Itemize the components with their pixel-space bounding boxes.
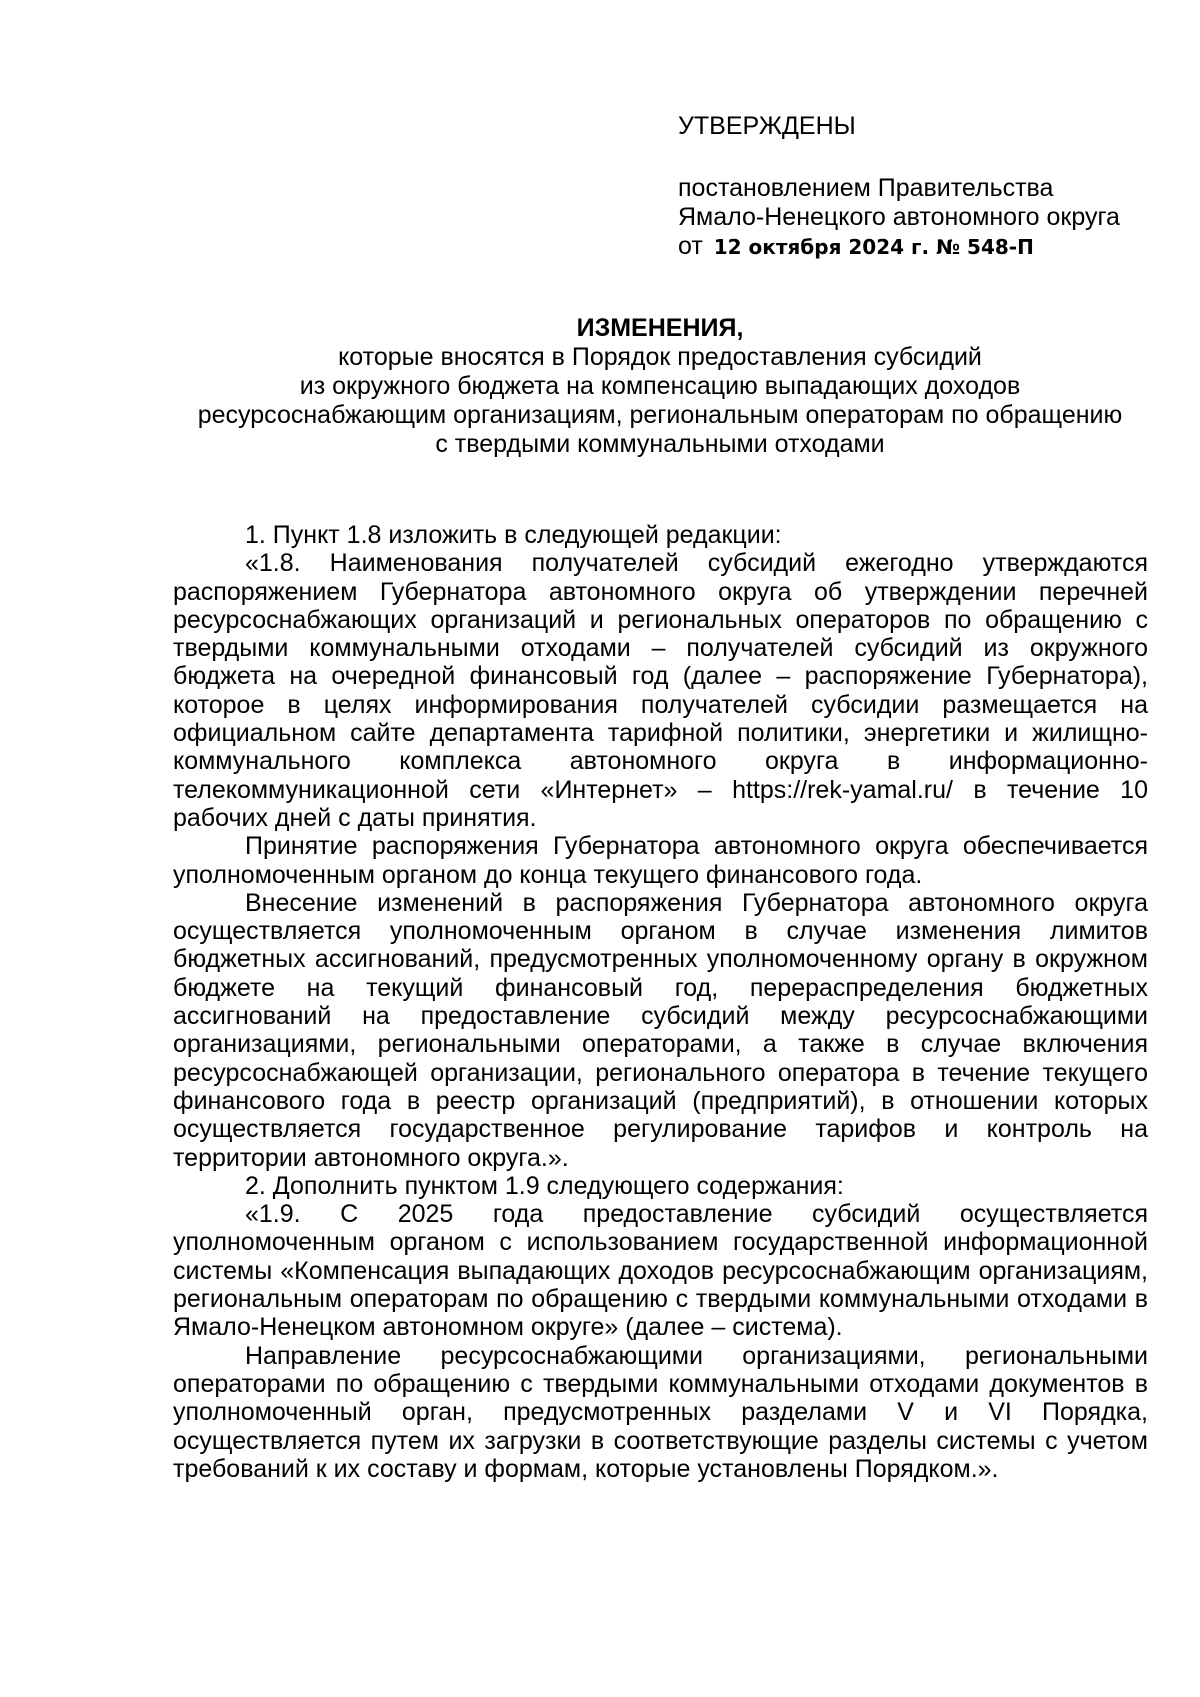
paragraph: Принятие распоряжения Губернатора автономного округа обеспечивается уполномоченным органом до конца текущего финансового года. (173, 832, 1148, 889)
approval-block (678, 112, 1178, 262)
paragraph: Внесение изменений в распоряжения Губернатора автономного округа осуществляется уполномоченным органом в случае изменения лимитов бюджетных ассигнований, предусмотренных уполномоченному органу в окружном бюджете на текущий финансовый год, перераспределения бюджетных ассигнований на предоставление субсидий между ресурсоснабжающими организациями, региональными операторами, а также в случае включения ресурсоснабжающей организации, регионального оператора в течение текущего финансового года в реестр организаций (предприятий), в отношении которых осуществляется государственное регулирование тарифов и контроль на территории автономного округа.». (173, 888, 1148, 1172)
document-heading (160, 314, 1160, 459)
approval-line-resolution: постановлением Правительства (678, 174, 1054, 202)
document-body (173, 521, 1148, 1483)
paragraph-quote-1-8: «1.8. Наименования получателей субсидий ежегодно утверждаются распоряжением Губернатора автономного округа об утверждении перечней ресурсоснабжающих организаций и региональных операторов по обращению с твердыми коммунальными отходами – получателей субсидий из окружного бюджета на очередной финансовый год (далее – распоряжение Губернатора), которое в целях информирования получателей субсидии размещается на официальном сайте департамента тарифной политики, энергетики и жилищно-коммунального комплекса автономного округа в информационно-телекоммуникационной сети «Интернет» – https://rek-yamal.ru/ в течение 10 рабочих дней с даты принятия. (173, 549, 1148, 832)
approval-date-value: 12 октября 2024 г. № 548-П (713, 235, 1034, 259)
paragraph-item-1: 1. Пункт 1.8 изложить в следующей редакции: (245, 521, 782, 549)
approval-title: УТВЕРЖДЕНЫ (678, 112, 856, 140)
approval-date-prefix: от (678, 232, 703, 260)
heading-subtitle-line: ресурсоснабжающим организациям, региональным операторам по обращению (197, 401, 1123, 429)
heading-subtitle-line: которые вносятся в Порядок предоставления субсидий (338, 343, 982, 371)
heading-subtitle-line: из окружного бюджета на компенсацию выпадающих доходов (299, 372, 1021, 400)
document-title: ИЗМЕНЕНИЯ, (576, 314, 744, 342)
paragraph-quote-1-9: «1.9. С 2025 года предоставление субсидий осуществляется уполномоченным органом с использованием государственной информационной системы «Компенсация выпадающих доходов ресурсоснабжающим организациям, региональным операторам по обращению с твердыми коммунальными отходами в Ямало-Ненецком автономном округе» (далее – система). (173, 1200, 1148, 1342)
approval-date-line (678, 232, 1178, 262)
approval-line-government: Ямало-Ненецкого автономного округа (678, 203, 1120, 231)
heading-subtitle-line: с твердыми коммунальными отходами (435, 430, 885, 458)
paragraph-item-2: 2. Дополнить пунктом 1.9 следующего содержания: (245, 1171, 844, 1200)
paragraph: Направление ресурсоснабжающими организациями, региональными операторами по обращению с твердыми коммунальными отходами документов в уполномоченный орган, предусмотренных разделами V и VI Порядка, осуществляется путем их загрузки в соответствующие разделы системы с учетом требований к их составу и формам, которые установлены Порядком.». (173, 1341, 1148, 1483)
